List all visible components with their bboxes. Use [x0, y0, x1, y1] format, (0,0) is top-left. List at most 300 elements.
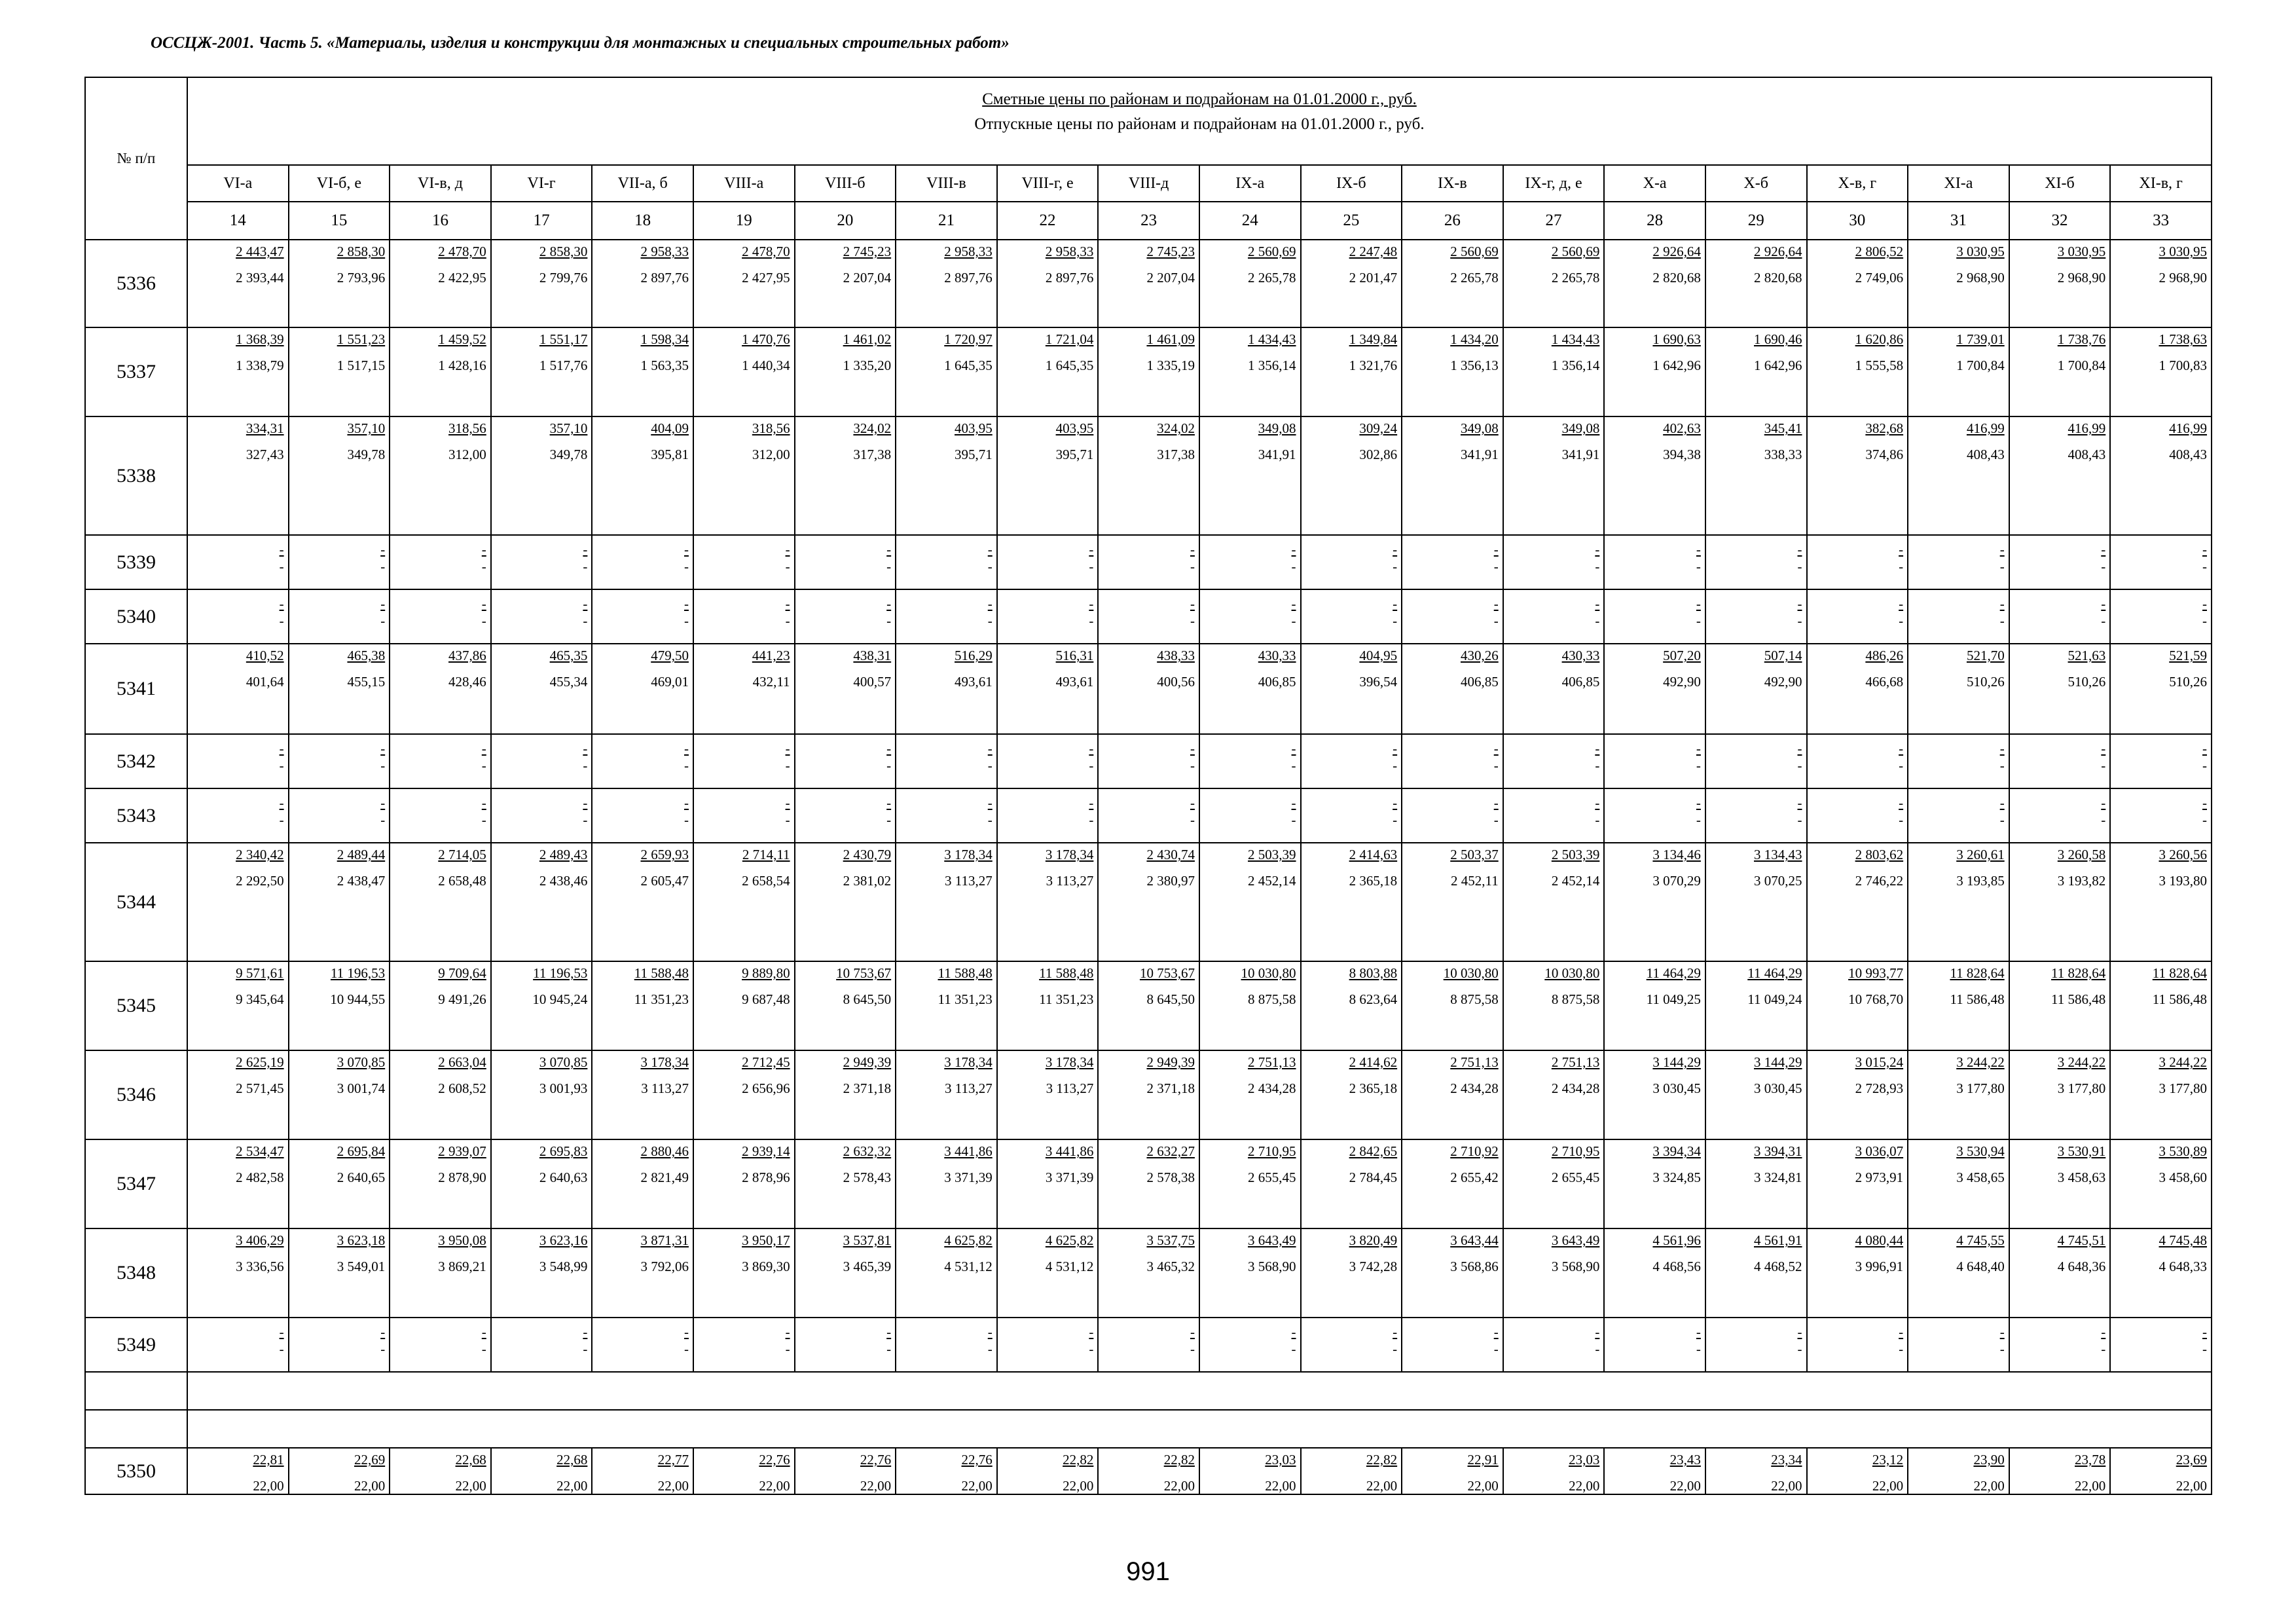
release-price: 317,38 [1157, 446, 1195, 462]
price-cell [997, 1318, 1099, 1372]
price-cell [1402, 1228, 1503, 1318]
estimated-price: 3 244,22 [1956, 1054, 2005, 1070]
price-cell [1402, 734, 1503, 788]
release-price: - [1493, 757, 1499, 773]
release-price: 1 517,76 [539, 357, 588, 373]
price-cell [2009, 535, 2111, 589]
price-cell [187, 1318, 289, 1372]
estimated-price: 2 939,07 [438, 1143, 486, 1159]
table-row [85, 240, 2212, 327]
release-price: 3 568,90 [1248, 1258, 1296, 1274]
price-cell [289, 240, 390, 327]
estimated-price: - [1493, 795, 1499, 811]
estimated-price: - [1190, 741, 1195, 756]
estimated-price: 22,91 [1467, 1452, 1499, 1467]
region-header: VI-в, д [390, 165, 491, 202]
price-cell [187, 416, 289, 535]
estimated-price: - [1595, 1324, 1600, 1340]
estimated-price: 2 714,05 [438, 847, 486, 862]
estimated-price: 2 751,13 [1248, 1054, 1296, 1070]
row-number: 5336 [85, 240, 187, 327]
release-price: - [1696, 811, 1701, 828]
price-table [84, 77, 2212, 1495]
estimated-price: 3 144,29 [1754, 1054, 1802, 1070]
release-price: 1 555,58 [1855, 357, 1904, 373]
estimated-price: 3 030,95 [2159, 244, 2207, 259]
estimated-price: 2 560,69 [1551, 244, 1600, 259]
release-price: 428,46 [448, 673, 486, 690]
release-price: - [683, 811, 689, 828]
price-cell [1098, 589, 1199, 644]
price-cell [1705, 1228, 1807, 1318]
estimated-price: 2 958,33 [640, 244, 689, 259]
estimated-price: 2 534,47 [236, 1143, 284, 1159]
price-cell [592, 327, 693, 416]
estimated-price: 4 745,55 [1956, 1232, 2005, 1248]
price-cell [1604, 843, 1705, 961]
estimated-price: - [1797, 1324, 1802, 1340]
release-price: - [987, 1340, 993, 1357]
price-cell [1807, 240, 1908, 327]
blank-cell [85, 1372, 187, 1410]
row-number: 5345 [85, 961, 187, 1050]
price-cell [1503, 535, 1605, 589]
release-price: 1 700,83 [2159, 357, 2207, 373]
estimated-price: - [2202, 795, 2207, 811]
release-price: - [1595, 1340, 1600, 1357]
price-cell [2009, 240, 2111, 327]
estimated-price: - [583, 1324, 588, 1340]
row-number: 5338 [85, 416, 187, 535]
release-price: - [1696, 1340, 1701, 1357]
estimated-price: 2 632,32 [843, 1143, 892, 1159]
estimated-price: 516,31 [1055, 648, 1094, 663]
price-cell [390, 589, 491, 644]
estimated-price: - [1899, 542, 1904, 557]
price-cell [1199, 1139, 1301, 1228]
estimated-price: 3 030,95 [2057, 244, 2106, 259]
price-cell [1908, 1139, 2009, 1228]
price-cell [1604, 1448, 1705, 1494]
release-price: - [1393, 1340, 1398, 1357]
price-cell [289, 734, 390, 788]
estimated-price: - [987, 741, 993, 756]
release-price: - [481, 612, 486, 629]
price-cell [693, 327, 795, 416]
release-price: - [785, 558, 790, 574]
estimated-price: 23,03 [1265, 1452, 1296, 1467]
estimated-price: - [1899, 596, 1904, 612]
estimated-price: - [481, 795, 486, 811]
release-price: 22,00 [1973, 1477, 2005, 1494]
release-price: 11 049,25 [1646, 991, 1701, 1007]
price-cell [693, 734, 795, 788]
estimated-price: - [2202, 1324, 2207, 1340]
price-cell [1908, 961, 2009, 1050]
estimated-price: 11 828,64 [1950, 965, 2005, 981]
release-price: - [1797, 558, 1802, 574]
table-row [85, 327, 2212, 416]
region-header: VIII-б [795, 165, 896, 202]
price-cell [289, 961, 390, 1050]
release-price: 2 371,18 [843, 1080, 892, 1096]
estimated-price: 22,77 [657, 1452, 689, 1467]
price-cell [1301, 1050, 1402, 1139]
release-price: - [1899, 558, 1904, 574]
estimated-price: - [1999, 795, 2005, 811]
estimated-price: 1 461,09 [1146, 331, 1195, 347]
release-price: 1 700,84 [1956, 357, 2005, 373]
release-price: 3 869,21 [438, 1258, 486, 1274]
release-price: - [1089, 811, 1094, 828]
estimated-price: - [886, 542, 892, 557]
estimated-price: - [583, 741, 588, 756]
price-cell [1098, 416, 1199, 535]
estimated-price: - [2101, 596, 2106, 612]
release-price: 408,43 [1966, 446, 2005, 462]
estimated-price: - [583, 795, 588, 811]
price-cell [1908, 535, 2009, 589]
price-cell [1705, 788, 1807, 843]
estimated-price: 1 738,63 [2159, 331, 2207, 347]
estimated-price: - [987, 795, 993, 811]
estimated-price: - [1089, 1324, 1094, 1340]
release-price: 22,00 [2075, 1477, 2106, 1494]
price-cell [1604, 327, 1705, 416]
price-cell [390, 788, 491, 843]
price-cell [896, 416, 997, 535]
price-cell [997, 843, 1099, 961]
release-price: - [1696, 612, 1701, 629]
estimated-price: 3 178,34 [640, 1054, 689, 1070]
release-price: 327,43 [246, 446, 284, 462]
column-number: 17 [491, 202, 592, 240]
price-cell [2110, 644, 2212, 734]
estimated-price: - [785, 1324, 790, 1340]
estimated-price: - [1696, 741, 1701, 756]
region-header: VIII-д [1098, 165, 1199, 202]
estimated-price: 521,70 [1966, 648, 2005, 663]
estimated-price: 521,59 [2169, 648, 2207, 663]
row-number: 5339 [85, 535, 187, 589]
release-price: 3 177,80 [1956, 1080, 2005, 1096]
price-cell [1402, 843, 1503, 961]
estimated-price: 22,69 [354, 1452, 386, 1467]
blank-cell [187, 1410, 2212, 1448]
price-cell [997, 644, 1099, 734]
estimated-price: - [1493, 542, 1499, 557]
release-price: - [1696, 757, 1701, 773]
release-price: 406,85 [1460, 673, 1499, 690]
price-cell [2110, 535, 2212, 589]
release-price: 22,00 [1163, 1477, 1195, 1494]
release-price: 8 645,50 [1146, 991, 1195, 1007]
price-cell [693, 1139, 795, 1228]
estimated-price: - [1999, 596, 2005, 612]
release-price: 401,64 [246, 673, 284, 690]
price-cell [491, 1318, 592, 1372]
release-price: - [1089, 757, 1094, 773]
estimated-price: - [1493, 596, 1499, 612]
estimated-price: 3 643,49 [1248, 1232, 1296, 1248]
column-number: 30 [1807, 202, 1908, 240]
estimated-price: 3 394,34 [1652, 1143, 1701, 1159]
estimated-price: 11 196,53 [330, 965, 386, 981]
release-price: 2 897,76 [640, 269, 689, 286]
release-price: 22,00 [354, 1477, 386, 1494]
price-cell [896, 240, 997, 327]
price-cell [2009, 734, 2111, 788]
table-row [85, 535, 2212, 589]
price-cell [187, 788, 289, 843]
price-cell [1402, 416, 1503, 535]
price-cell [1908, 1448, 2009, 1494]
price-cell [1807, 1228, 1908, 1318]
estimated-price: 1 368,39 [236, 331, 284, 347]
price-cell [187, 1139, 289, 1228]
price-cell [289, 788, 390, 843]
price-cell [896, 589, 997, 644]
release-price: 11 351,23 [1039, 991, 1094, 1007]
estimated-price: 3 537,81 [843, 1232, 892, 1248]
column-number-row [85, 202, 2212, 240]
release-price: 469,01 [651, 673, 689, 690]
release-price: 3 030,45 [1754, 1080, 1802, 1096]
estimated-price: 2 560,69 [1450, 244, 1499, 259]
price-cell [1301, 240, 1402, 327]
price-cell [1705, 535, 1807, 589]
release-price: - [1291, 1340, 1296, 1357]
estimated-price: 3 178,34 [1045, 1054, 1094, 1070]
estimated-price: 23,34 [1771, 1452, 1802, 1467]
estimated-price: 3 530,89 [2159, 1143, 2207, 1159]
estimated-price: - [1999, 741, 2005, 756]
release-price: - [279, 811, 284, 828]
release-price: 510,26 [1966, 673, 2005, 690]
estimated-price: 4 745,51 [2057, 1232, 2106, 1248]
price-cell [289, 416, 390, 535]
release-price: - [1899, 612, 1904, 629]
price-cell [795, 1139, 896, 1228]
estimated-price: - [683, 795, 689, 811]
price-cell [491, 1050, 592, 1139]
release-price: - [1190, 558, 1195, 574]
price-cell [491, 327, 592, 416]
release-price: 8 875,58 [1450, 991, 1499, 1007]
release-price: - [886, 757, 892, 773]
price-cell [1807, 644, 1908, 734]
estimated-price: 22,76 [759, 1452, 790, 1467]
release-price: 11 351,23 [634, 991, 689, 1007]
release-price: - [886, 811, 892, 828]
estimated-price: - [1797, 596, 1802, 612]
estimated-price: 2 712,45 [742, 1054, 790, 1070]
price-cell [289, 1139, 390, 1228]
estimated-price: - [1899, 741, 1904, 756]
estimated-price: - [380, 1324, 386, 1340]
price-cell [1705, 1050, 1807, 1139]
price-cell [1301, 961, 1402, 1050]
price-cell [2110, 788, 2212, 843]
release-price: 2 658,54 [742, 872, 790, 889]
estimated-price: - [1190, 596, 1195, 612]
estimated-price: 2 625,19 [236, 1054, 284, 1070]
price-cell [795, 327, 896, 416]
column-number: 33 [2110, 202, 2212, 240]
release-price: - [1797, 757, 1802, 773]
estimated-price: - [279, 1324, 284, 1340]
column-number: 31 [1908, 202, 2009, 240]
release-price: 2 578,43 [843, 1169, 892, 1185]
estimated-price: 23,03 [1569, 1452, 1600, 1467]
release-price: - [1190, 1340, 1195, 1357]
estimated-price: 479,50 [651, 648, 689, 663]
column-number: 15 [289, 202, 390, 240]
release-price: - [2101, 612, 2106, 629]
estimated-price: - [1696, 1324, 1701, 1340]
price-cell [997, 734, 1099, 788]
price-cell [289, 1050, 390, 1139]
price-cell [2110, 843, 2212, 961]
estimated-price: 22,76 [860, 1452, 892, 1467]
region-header: IX-в [1402, 165, 1503, 202]
price-cell [390, 416, 491, 535]
estimated-price: - [886, 795, 892, 811]
release-price: 3 371,39 [944, 1169, 993, 1185]
release-price: - [886, 1340, 892, 1357]
price-cell [1098, 1050, 1199, 1139]
price-cell [1098, 327, 1199, 416]
price-cell [1301, 535, 1402, 589]
estimated-price: 382,68 [1865, 420, 1904, 436]
release-price: 2 973,91 [1855, 1169, 1904, 1185]
release-price: - [1797, 811, 1802, 828]
release-price: 400,56 [1157, 673, 1195, 690]
estimated-price: - [1089, 741, 1094, 756]
blank-row [85, 1410, 2212, 1448]
price-cell [1604, 961, 1705, 1050]
release-price: 4 648,33 [2159, 1258, 2207, 1274]
price-cell [1807, 1139, 1908, 1228]
estimated-price: - [2202, 596, 2207, 612]
release-price: 2 434,28 [1450, 1080, 1499, 1096]
row-number: 5343 [85, 788, 187, 843]
release-price: 4 468,52 [1754, 1258, 1802, 1274]
estimated-price: 1 721,04 [1045, 331, 1094, 347]
price-cell [1807, 1050, 1908, 1139]
row-number: 5347 [85, 1139, 187, 1228]
release-price: - [1899, 1340, 1904, 1357]
estimated-price: - [1696, 596, 1701, 612]
release-price: 2 728,93 [1855, 1080, 1904, 1096]
column-number: 29 [1705, 202, 1807, 240]
release-price: 1 440,34 [742, 357, 790, 373]
estimated-price: - [1899, 1324, 1904, 1340]
price-cell [289, 589, 390, 644]
release-price: - [1595, 811, 1600, 828]
estimated-price: 1 434,20 [1450, 331, 1499, 347]
region-header-row [85, 165, 2212, 202]
release-price: 455,34 [549, 673, 588, 690]
price-cell [1503, 1318, 1605, 1372]
column-number: 19 [693, 202, 795, 240]
column-number: 14 [187, 202, 289, 240]
estimated-price: - [279, 542, 284, 557]
estimated-price: 2 949,39 [843, 1054, 892, 1070]
estimated-price: - [886, 741, 892, 756]
region-header: X-а [1604, 165, 1705, 202]
release-price: 2 968,90 [1956, 269, 2005, 286]
estimated-price: 4 625,82 [1045, 1232, 1094, 1248]
release-price: - [380, 757, 386, 773]
release-price: 2 438,46 [539, 872, 588, 889]
release-price: 3 177,80 [2057, 1080, 2106, 1096]
release-price: 2 452,14 [1551, 872, 1600, 889]
price-cell [1199, 416, 1301, 535]
price-cell [390, 327, 491, 416]
price-cell [592, 1318, 693, 1372]
price-cell [2009, 1318, 2111, 1372]
price-cell [1503, 589, 1605, 644]
price-cell [491, 416, 592, 535]
estimated-price: 402,63 [1663, 420, 1701, 436]
estimated-price: 357,10 [347, 420, 386, 436]
release-price: - [2202, 811, 2207, 828]
price-cell [1199, 535, 1301, 589]
price-cell [1705, 240, 1807, 327]
row-number: 5348 [85, 1228, 187, 1318]
release-price: 3 549,01 [337, 1258, 386, 1274]
estimated-price: 1 720,97 [944, 331, 993, 347]
price-cell [491, 240, 592, 327]
release-price: - [785, 757, 790, 773]
release-price: 3 001,74 [337, 1080, 386, 1096]
release-price: - [785, 1340, 790, 1357]
price-cell [997, 1139, 1099, 1228]
estimated-price: 3 244,22 [2057, 1054, 2106, 1070]
estimated-price: - [1190, 542, 1195, 557]
price-cell [1604, 535, 1705, 589]
estimated-price: 1 470,76 [742, 331, 790, 347]
release-price: - [583, 558, 588, 574]
price-cell [997, 1050, 1099, 1139]
release-price: - [987, 757, 993, 773]
price-cell [1604, 1139, 1705, 1228]
price-cell [693, 589, 795, 644]
estimated-price: - [2202, 741, 2207, 756]
estimated-price: 349,08 [1460, 420, 1499, 436]
row-number: 5341 [85, 644, 187, 734]
estimated-price: 3 260,56 [2159, 847, 2207, 862]
estimated-price: - [1493, 1324, 1499, 1340]
release-price: - [1797, 1340, 1802, 1357]
estimated-price: - [1393, 542, 1398, 557]
estimated-price: 8 803,88 [1349, 965, 1398, 981]
price-cell [491, 535, 592, 589]
release-price: - [1999, 1340, 2005, 1357]
estimated-price: 2 806,52 [1855, 244, 1904, 259]
price-cell [1199, 1050, 1301, 1139]
estimated-price: 438,33 [1157, 648, 1195, 663]
release-price: 2 793,96 [337, 269, 386, 286]
price-cell [997, 240, 1099, 327]
release-price: 3 070,29 [1652, 872, 1701, 889]
table-row [85, 1139, 2212, 1228]
estimated-price: 3 178,34 [944, 847, 993, 862]
estimated-price: 345,41 [1764, 420, 1802, 436]
release-price: 22,00 [860, 1477, 892, 1494]
release-price: 2 207,04 [843, 269, 892, 286]
